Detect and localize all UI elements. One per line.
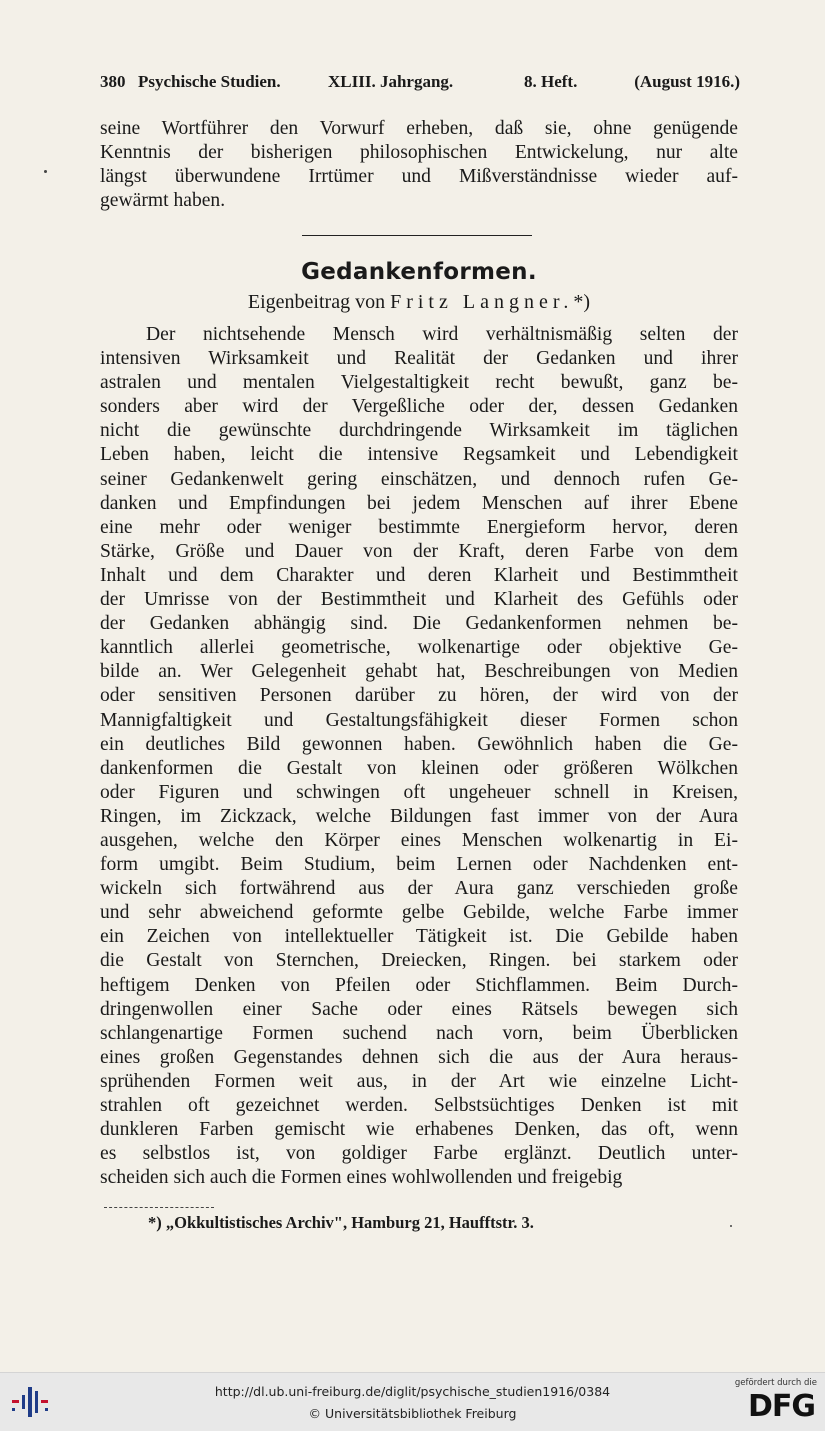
text-line: Ringen, im Zickzack, welche Bildungen fast immer von der Aura bbox=[100, 805, 738, 827]
footnote-marker: *) bbox=[573, 291, 591, 313]
text-line: Kenntnis der bisherigen philosophischen Entwickelung, nur alte bbox=[100, 142, 738, 164]
text-line: es selbstlos ist, von goldiger Farbe erglänzt. Deutlich unter- bbox=[100, 1143, 738, 1165]
text-line: dankenformen die Gestalt von kleinen oder größeren Wölkchen bbox=[100, 757, 738, 779]
byline-prefix: Eigenbeitrag von bbox=[247, 291, 386, 313]
issue: 8. Heft. bbox=[524, 72, 578, 91]
journal-title: Psychische Studien. bbox=[138, 72, 281, 91]
text-line: längst überwundene Irrtümer und Mißverständnisse wieder auf- bbox=[100, 166, 738, 188]
text-line: eines großen Gegenstandes dehnen sich die aus der Aura heraus- bbox=[100, 1046, 738, 1068]
dfg-logo[interactable]: DFG bbox=[747, 1389, 815, 1424]
page-number: 380 bbox=[100, 72, 126, 91]
text-line: wickeln sich fortwährend aus der Aura ganz verschieden große bbox=[100, 878, 738, 900]
article-title: Gedankenformen. bbox=[301, 259, 537, 285]
footnote-rule bbox=[104, 1207, 214, 1208]
text-line: sprühenden Formen weit aus, in der Art wie einzelne Licht- bbox=[100, 1070, 738, 1092]
volume: XLIII. Jahrgang. bbox=[328, 72, 454, 91]
text-line: seiner Gedankenwelt gering einschätzen, und dennoch rufen Ge- bbox=[100, 468, 738, 490]
section-divider bbox=[302, 235, 532, 236]
funding-caption: gefördert durch die bbox=[734, 1378, 817, 1388]
viewer-footer bbox=[0, 1372, 825, 1431]
text-line: astralen und mentalen Vielgestaltigkeit recht bewußt, ganz be- bbox=[100, 372, 738, 394]
text-line: der Gedanken abhängig sind. Die Gedankenformen nehmen be- bbox=[100, 613, 738, 635]
copyright-notice: © Universitätsbibliothek Freiburg bbox=[308, 1406, 517, 1421]
text-line: bilde an. Wer Gelegenheit gehabt hat, Beschreibungen von Medien bbox=[100, 661, 738, 683]
text-line: intensiven Wirksamkeit und Realität der Gedanken und ihrer bbox=[100, 348, 738, 370]
text-line: nicht die gewünschte durchdringende Wirksamkeit im täglichen bbox=[100, 420, 738, 442]
print-speck bbox=[44, 170, 47, 173]
text-line: kanntlich allerlei geometrische, wolkenartige oder objektive Ge- bbox=[100, 637, 738, 659]
text-line: Der nichtsehende Mensch wird verhältnismäßig selten der bbox=[146, 324, 738, 345]
text-line: der Umrisse von der Bestimmtheit und Klarheit des Gefühls oder bbox=[100, 589, 738, 611]
intro-paragraph bbox=[100, 117, 738, 213]
text-line: oder sensitiven Personen darüber zu hören, der wird von der bbox=[100, 685, 738, 707]
text-line: dunkleren Farben gemischt wie erhabenes Denken, das oft, wenn bbox=[100, 1119, 738, 1141]
text-line: sonders aber wird der Vergeßliche oder der, dessen Gedanken bbox=[100, 396, 738, 418]
text-line: dringenwollen einer Sache oder eines Rätsels bewegen sich bbox=[100, 998, 738, 1020]
text-line: Stärke, Größe und Dauer von der Kraft, deren Farbe von dem bbox=[100, 540, 738, 562]
text-line: Mannigfaltigkeit und Gestaltungsfähigkeit dieser Formen schon bbox=[100, 709, 738, 731]
text-line: ein Zeichen von intellektueller Tätigkeit ist. Die Gebilde haben bbox=[100, 926, 738, 948]
text-line: scheiden sich auch die Formen eines wohlwollenden und freigebig bbox=[100, 1167, 623, 1189]
text-line: ausgehen, welche den Körper eines Menschen wolkenartig in Ei- bbox=[100, 829, 738, 851]
running-header bbox=[100, 72, 740, 100]
text-line: die Gestalt von Sternchen, Dreiecken, Ringen. bei starkem oder bbox=[100, 950, 738, 972]
text-line: strahlen oft gezeichnet werden. Selbstsüchtiges Denken ist mit bbox=[100, 1095, 738, 1116]
text-line: form umgibt. Beim Studium, beim Lernen oder Nachdenken ent- bbox=[100, 854, 738, 876]
document-url[interactable]: http://dl.ub.uni-freiburg.de/diglit/psychische_studien1916/0384 bbox=[214, 1384, 611, 1399]
text-line: ein deutliches Bild gewonnen haben. Gewöhnlich haben die Ge- bbox=[100, 733, 738, 755]
text-line: und sehr abweichend geformte gelbe Gebilde, welche Farbe immer bbox=[100, 902, 738, 924]
issue-date: (August 1916.) bbox=[634, 72, 740, 91]
print-speck bbox=[730, 1225, 732, 1227]
text-line: heftigem Denken von Pfeilen oder Stichflammen. Beim Durch- bbox=[100, 974, 738, 996]
article-body bbox=[100, 323, 738, 1190]
text-line: Leben haben, leicht die intensive Regsamkeit und Lebendigkeit bbox=[100, 444, 738, 466]
text-line: danken und Empfindungen bei jedem Menschen auf ihrer Ebene bbox=[100, 492, 738, 514]
text-line: eine mehr oder weniger bestimmte Energieform hervor, deren bbox=[100, 516, 738, 538]
text-line: Inhalt und dem Charakter und deren Klarheit und Bestimmtheit bbox=[100, 564, 738, 586]
author-name: Fritz Langner. bbox=[390, 291, 574, 313]
byline bbox=[100, 291, 738, 314]
footnote: *) „Okkultistisches Archiv", Hamburg 21, Haufftstr. 3. bbox=[148, 1213, 534, 1232]
text-line: oder Figuren und schwingen oft ungeheuer schnell in Kreisen, bbox=[100, 781, 738, 803]
text-line: gewärmt haben. bbox=[100, 190, 226, 212]
text-line: seine Wortführer den Vorwurf erheben, daß sie, ohne genügende bbox=[100, 118, 738, 139]
text-line: schlangenartige Formen suchend nach vorn, beim Überblicken bbox=[100, 1022, 738, 1044]
